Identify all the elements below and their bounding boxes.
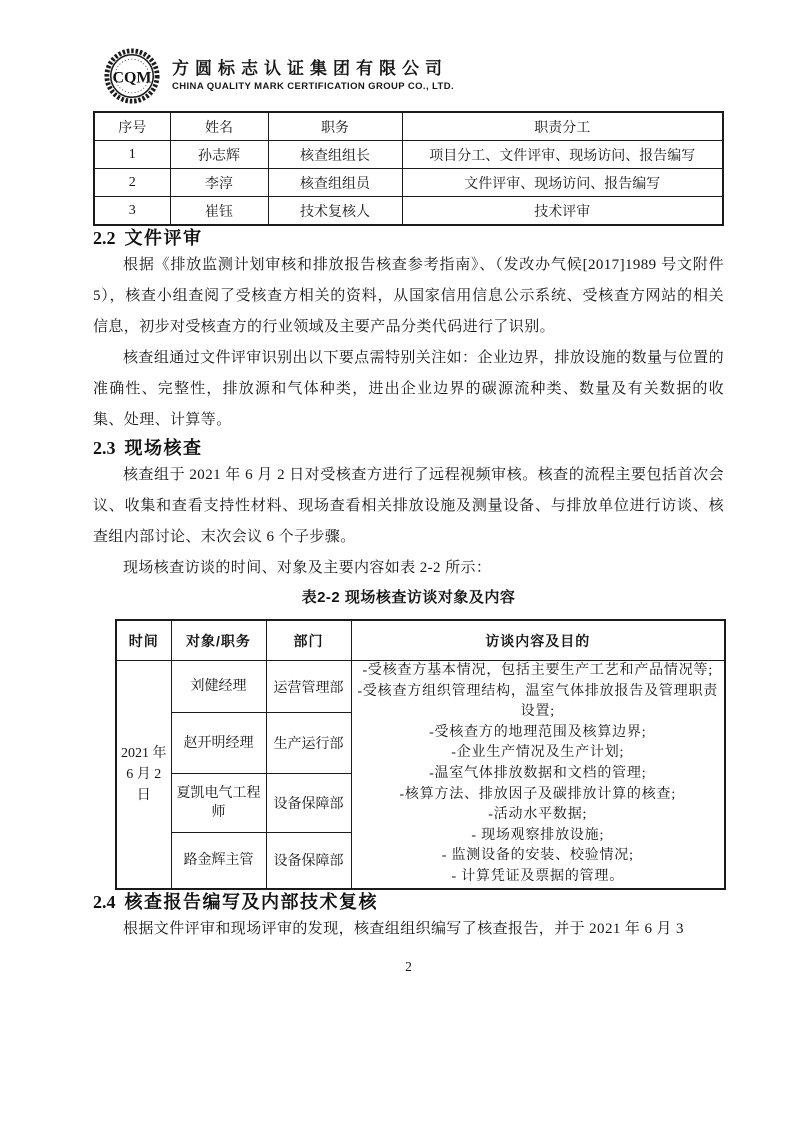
team-cell-name: 崔钰 — [170, 197, 268, 226]
interview-time-cell — [116, 661, 171, 889]
topic-line: -温室气体排放数据和文档的管理; — [429, 765, 647, 781]
interview-topics-cell — [351, 661, 725, 889]
topic-line: -企业生产情况及生产计划; — [451, 745, 625, 761]
time-line: 2021 年 — [121, 745, 167, 761]
company-name-block — [172, 58, 454, 93]
team-cell-role: 核查组组长 — [268, 141, 402, 169]
paragraph-2-4-1: 根据文件评审和现场评审的发现，核查组组织编写了核查报告，并于 2021 年 6 月 3 — [123, 920, 684, 937]
page-number: 2 — [405, 958, 412, 974]
interviewee-name: 路金辉主管 — [171, 833, 266, 889]
topic-line: -受核查方基本情况，包括主要生产工艺和产品情况等; — [362, 663, 714, 678]
paragraph-2-2-2: 核查组通过文件评审识别出以下要点需特别关注如：企业边界，排放设施的数量与位置的准确性、完整性，排放源和气体种类，进出企业边界的碳源流种类、数量及有关数据的收集、处理、计算等。 — [93, 350, 724, 428]
team-cell-duty: 技术评审 — [402, 197, 723, 226]
interview-table — [115, 619, 726, 890]
heading-label: 核查报告编写及内部技术复核 — [124, 891, 378, 912]
team-cell-duty: 项目分工、文件评审、现场访问、报告编写 — [402, 141, 723, 169]
section-2-3-heading — [93, 436, 724, 460]
team-table-row — [94, 141, 723, 169]
paragraph-2-3-2: 现场核查访谈的时间、对象及主要内容如表 2-2 所示： — [123, 560, 492, 576]
interview-table-caption: 表2-2 现场核查访谈对象及内容 — [301, 589, 516, 606]
team-cell-role: 技术复核人 — [268, 197, 402, 226]
team-header-duty: 职责分工 — [402, 112, 723, 141]
team-table-header-row — [94, 112, 723, 141]
interviewee-dept: 运营管理部 — [266, 661, 351, 713]
section-2-2-heading — [93, 226, 724, 250]
team-cell-name: 李淳 — [170, 169, 268, 197]
logo-text: CQM — [112, 69, 152, 87]
team-header-no: 序号 — [94, 112, 170, 141]
interview-row — [116, 661, 725, 713]
company-name-en: CHINA QUALITY MARK CERTIFICATION GROUP CO., LTD. — [172, 81, 455, 93]
interviewee-name: 赵开明经理 — [171, 713, 266, 774]
team-table-row — [94, 197, 723, 226]
team-cell-duty: 文件评审、现场访问、报告编写 — [402, 169, 723, 197]
time-line: 6 月 2 日 — [126, 766, 162, 803]
interview-header-person: 对象/职务 — [171, 620, 266, 661]
interviewee-dept: 设备保障部 — [266, 833, 351, 889]
topic-line: - 现场观察排放设施; — [471, 827, 605, 843]
paragraph-2-2-1: 根据《排放监测计划审核和排放报告核查参考指南》、（发改办气候[2017]1989 号文附件 5），核查小组查阅了受核查方相关的资料，从国家信用信息公示系统、受核查方网站的相关信息，初步对受核查方的行业领域及主要产品分类代码进行了识别。 — [93, 257, 724, 335]
topic-line: - 计算凭证及票据的管理。 — [451, 868, 625, 884]
company-name-cn: 方圆标志认证集团有限公司 — [172, 59, 448, 79]
heading-number: 2.3 — [93, 438, 116, 458]
team-cell-no: 2 — [94, 169, 170, 197]
topic-line: -受核查方组织管理结构，温室气体排放报告及管理职责设置; — [357, 683, 719, 720]
interviewee-dept: 设备保障部 — [266, 774, 351, 833]
interview-header-dept: 部门 — [266, 620, 351, 661]
team-table-row — [94, 169, 723, 197]
page-content — [93, 0, 724, 975]
interviewee-dept: 生产运行部 — [266, 713, 351, 774]
topic-line: -受核查方的地理范围及核算边界; — [429, 724, 647, 740]
heading-label: 现场核查 — [124, 438, 203, 458]
topic-line: -核算方法、排放因子及碳排放计算的核查; — [399, 786, 677, 802]
team-cell-name: 孙志辉 — [170, 141, 268, 169]
team-header-name: 姓名 — [170, 112, 268, 141]
section-2-4-heading — [93, 890, 724, 914]
cqm-logo-icon — [103, 47, 161, 105]
paragraph-2-3-1: 核查组于 2021 年 6 月 2 日对受核查方进行了远程视频审核。核查的流程主要包括首次会议、收集和查看支持性材料、现场查看相关排放设施及测量设备、与排放单位进行访谈、核查组内部讨论、末次会议 6 个子步骤。 — [93, 467, 724, 545]
topic-line: - 监测设备的安装、校验情况; — [441, 848, 634, 864]
team-cell-no: 1 — [94, 141, 170, 169]
heading-label: 文件评审 — [124, 228, 203, 248]
interviewee-name: 夏凯电气工程师 — [171, 774, 266, 833]
interview-header-time: 时间 — [116, 620, 171, 661]
interview-header-row — [116, 620, 725, 661]
team-header-role: 职务 — [268, 112, 402, 141]
letterhead — [103, 0, 724, 105]
heading-number: 2.2 — [93, 228, 116, 248]
topic-line: -活动水平数据; — [488, 807, 588, 823]
heading-number: 2.4 — [93, 891, 116, 912]
team-cell-no: 3 — [94, 197, 170, 226]
interviewee-name: 刘健经理 — [171, 661, 266, 713]
interview-header-topics: 访谈内容及目的 — [351, 620, 725, 661]
team-cell-role: 核查组组员 — [268, 169, 402, 197]
team-table — [93, 111, 724, 226]
